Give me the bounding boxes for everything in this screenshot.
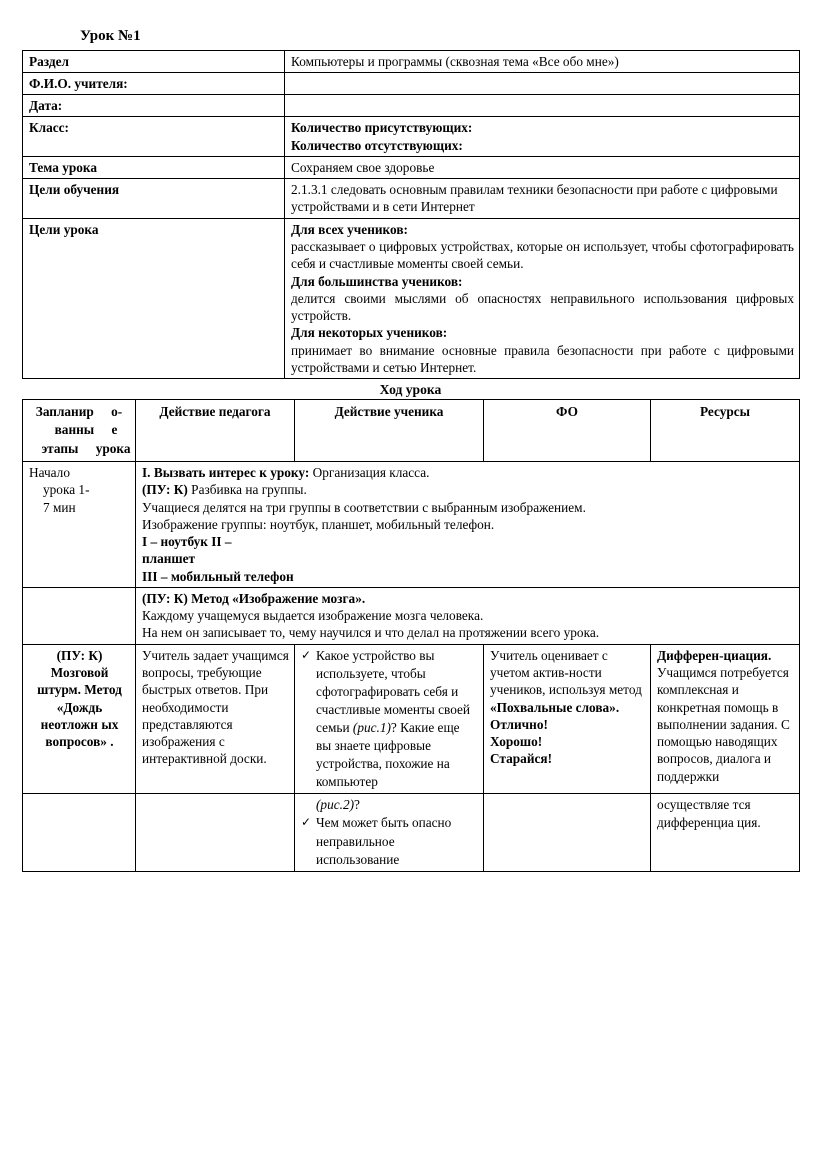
info-value-teacher-name xyxy=(285,72,800,94)
info-value-class xyxy=(285,117,800,157)
stage-line: 7 мин xyxy=(43,499,76,515)
info-value-learning-objectives: 2.1.3.1 следовать основным правилам техники безопасности при работе с цифровыми устройствами и в сети Интернет xyxy=(285,179,800,219)
table-row xyxy=(23,644,800,794)
column-header-stages xyxy=(23,399,136,461)
table-row xyxy=(23,794,800,871)
activity-bold: (ПУ: К) xyxy=(142,482,188,498)
header-line: урока xyxy=(95,440,131,456)
info-value-date xyxy=(285,95,800,117)
figure-ref-suffix: ? xyxy=(354,797,360,813)
info-label-razdel: Раздел xyxy=(23,50,285,72)
stage-line: ых xyxy=(101,716,119,732)
stage-line: . xyxy=(110,734,114,750)
checklist-item xyxy=(301,647,478,792)
activity-line: (ПУ: К) Метод «Изображение мозга». xyxy=(142,590,366,606)
stage-cell-lesson-start xyxy=(23,461,136,587)
stage-cell-empty-continued xyxy=(23,794,136,871)
table-row xyxy=(23,72,800,94)
activity-text: Разбивка на группы. xyxy=(187,482,307,498)
figure-ref: (рис.1) xyxy=(352,720,391,736)
table-header-row xyxy=(23,399,800,461)
table-row xyxy=(23,95,800,117)
fo-cell-brainstorm xyxy=(484,644,651,794)
goal-heading-some: Для некоторых учеников: xyxy=(291,325,448,341)
header-line: этапы xyxy=(41,440,79,456)
student-action-cell-continued xyxy=(295,794,484,871)
figure-ref-line xyxy=(301,796,478,814)
table-row xyxy=(23,179,800,219)
info-label-class: Класс: xyxy=(23,117,285,157)
info-label-learning-objectives: Цели обучения xyxy=(23,179,285,219)
activity-cell-lesson-start xyxy=(136,461,800,587)
goal-body-some: принимает во внимание основные правила безопасности при работе с цифровыми устройствами и сетью Интернет. xyxy=(291,342,794,375)
table-row xyxy=(23,461,800,587)
goal-body-most: делится своими мыслями об опасностях неправильного использования цифровых устройств. xyxy=(291,290,794,324)
fo-cell-continued xyxy=(484,794,651,871)
activity-line: I – ноутбук II – xyxy=(142,534,232,550)
resources-cell-continued: осуществляе тся дифференциа ция. xyxy=(651,794,800,871)
header-line: ванны xyxy=(54,422,95,438)
fo-text: Учитель оценивает с учетом актив-ности учеников, используя метод xyxy=(490,647,642,698)
stage-line: Метод xyxy=(84,682,122,698)
column-header-resources: Ресурсы xyxy=(651,399,800,461)
goal-heading-all: Для всех учеников: xyxy=(291,221,408,237)
fo-method-name: «Похвальные слова». xyxy=(490,699,620,715)
checklist-text: Какое устройство вы используете, чтобы сфотографировать себя и счастливые моменты своей семьи xyxy=(316,647,471,736)
table-row xyxy=(23,156,800,178)
activity-line: Учащиеся делятся на три группы в соответствии с выбранным изображением. xyxy=(142,499,586,515)
info-label-date: Дата: xyxy=(23,95,285,117)
checklist-item xyxy=(301,814,478,868)
activity-line: Изображение группы: ноутбук, планшет, мобильный телефон. xyxy=(142,516,495,532)
stage-line: неотложн xyxy=(40,716,98,732)
activity-line: планшет xyxy=(142,551,196,567)
column-header-teacher-action xyxy=(136,399,295,461)
resources-body: Учащимся потребуется комплексная и конкретная помощь в выполнении задания. С помощью наводящих вопросов, диалога и поддержки xyxy=(657,665,790,784)
stage-line: Начало xyxy=(29,464,70,480)
activity-cell-brain-image-method xyxy=(136,587,800,644)
header-line: Действие xyxy=(334,403,391,419)
stage-line: Мозговой xyxy=(50,665,109,681)
activity-text: Организация класса. xyxy=(309,464,430,480)
student-action-cell-brainstorm xyxy=(295,644,484,794)
header-line: о- xyxy=(111,403,123,419)
table-row xyxy=(23,587,800,644)
stage-line: вопросов» xyxy=(45,734,107,750)
activity-line: III – мобильный телефон xyxy=(142,568,294,584)
activity-line xyxy=(142,464,794,481)
fo-praise-word: Старайся! xyxy=(490,751,552,767)
column-header-fo: ФО xyxy=(484,399,651,461)
header-line: Запланир xyxy=(35,403,94,419)
teacher-action-cell-continued xyxy=(136,794,295,871)
stage-line: «Дождь xyxy=(56,699,103,715)
goal-body-all: рассказывает о цифровых устройствах, которые он использует, чтобы сфотографировать себя и счастливые моменты своей семьи. xyxy=(291,239,794,272)
fo-praise-word: Хорошо! xyxy=(490,734,543,750)
checklist-text-cont: ? Какие еще вы знаете цифровые устройства, похожие на компьютер xyxy=(316,720,460,790)
table-row xyxy=(23,50,800,72)
header-line: педагога xyxy=(218,403,271,419)
goal-heading-most: Для большинства учеников: xyxy=(291,273,463,289)
lesson-info-table xyxy=(22,50,800,380)
activity-line xyxy=(142,481,794,498)
resources-cell-brainstorm xyxy=(651,644,800,794)
info-label-teacher-name: Ф.И.О. учителя: xyxy=(23,72,285,94)
stage-cell-empty xyxy=(23,587,136,644)
header-line: Действие xyxy=(159,403,216,419)
lesson-course-table xyxy=(22,399,800,872)
check-icon: ✓ xyxy=(301,647,312,662)
attendance-present-label: Количество присутствующих: xyxy=(291,120,473,136)
info-value-razdel: Компьютеры и программы (сквозная тема «Все обо мне») xyxy=(285,50,800,72)
stage-line: штурм. xyxy=(37,682,81,698)
figure-ref: (рис.2) xyxy=(316,797,355,813)
header-line: ученика xyxy=(393,403,444,419)
checklist-text: Чем может быть опасно неправильное использование xyxy=(316,815,452,867)
page-title: Урок №1 xyxy=(80,28,141,44)
activity-line: На нем он записывает то, чему научился и что делал на протяжении всего урока. xyxy=(142,625,600,641)
header-line: е xyxy=(111,422,118,438)
resources-heading: Дифферен-циация. xyxy=(657,647,772,663)
stage-line: урока 1- xyxy=(43,482,90,498)
table-row xyxy=(23,218,800,379)
table-row xyxy=(23,117,800,157)
teacher-action-cell-brainstorm: Учитель задает учащимся вопросы, требующие быстрых ответов. При необходимости представляются изображения с интерактивной доски. xyxy=(136,644,295,794)
course-of-lesson-title: Ход урока xyxy=(379,382,442,398)
info-value-topic: Сохраняем свое здоровье xyxy=(285,156,800,178)
activity-bold: I. Вызвать интерес к уроку: xyxy=(142,464,310,480)
info-label-lesson-goals: Цели урока xyxy=(23,218,285,379)
activity-line: Каждому учащемуся выдается изображение мозга человека. xyxy=(142,608,484,624)
info-value-lesson-goals xyxy=(285,218,800,379)
column-header-student-action xyxy=(295,399,484,461)
fo-praise-word: Отлично! xyxy=(490,716,548,732)
stage-line: (ПУ: К) xyxy=(56,647,103,663)
stage-cell-brainstorm xyxy=(23,644,136,794)
info-label-topic: Тема урока xyxy=(23,156,285,178)
attendance-absent-label: Количество отсутствующих: xyxy=(291,137,463,153)
check-icon: ✓ xyxy=(301,815,312,830)
